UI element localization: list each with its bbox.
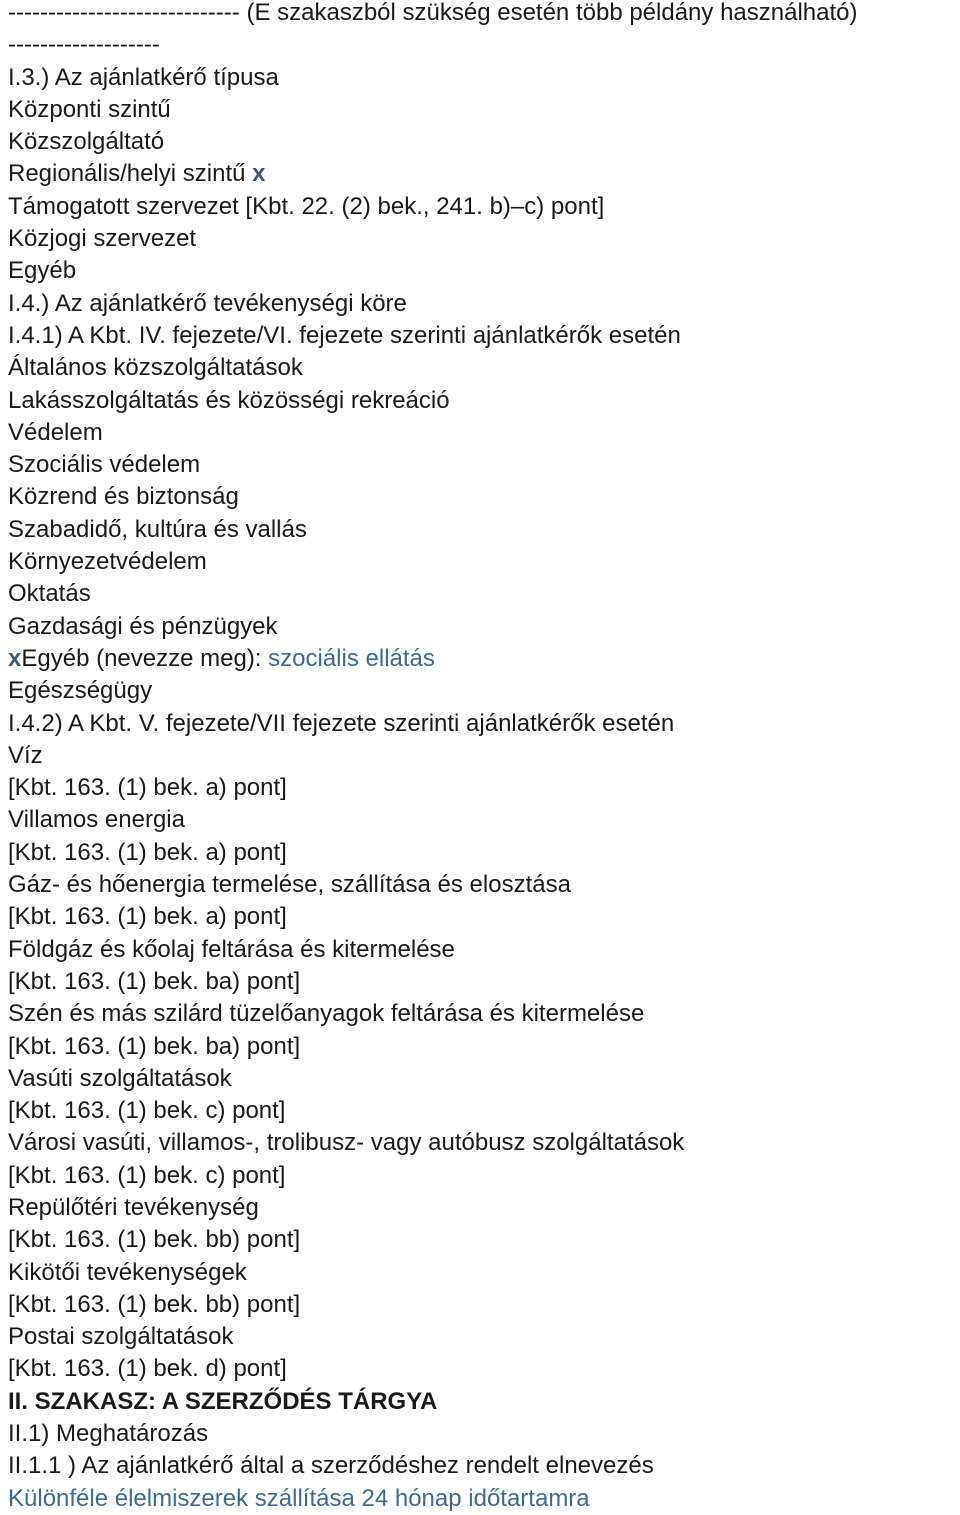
option-supported: Támogatott szervezet [Kbt. 22. (2) bek., 241. b)–c) pont] xyxy=(8,192,605,220)
option-public-law: Közjogi szervezet xyxy=(8,225,197,253)
utility-item: Vasúti szolgáltatások xyxy=(8,1064,232,1092)
utility-item: Villamos energia xyxy=(8,806,185,834)
activity-sub1-heading: I.4.1) A Kbt. IV. fejezete/VI. fejezete szerinti ajánlatkérők esetén xyxy=(8,321,681,349)
separator-dashes-left: ----------------------------- xyxy=(8,0,240,26)
activity-other-value: szociális ellátás xyxy=(268,644,435,672)
option-utility: Közszolgáltató xyxy=(8,128,165,156)
separator-dashes-right: ------------------- xyxy=(8,31,160,59)
activity-item: Lakásszolgáltatás és közösségi rekreáció xyxy=(8,386,450,414)
selected-mark: x xyxy=(8,644,22,672)
activity-item: Környezetvédelem xyxy=(8,548,207,576)
activity-item: Szabadidő, kultúra és vallás xyxy=(8,515,307,543)
utility-item: Szén és más szilárd tüzelőanyagok feltárása és kitermelése xyxy=(8,1000,645,1028)
activity-item-health: Egészségügy xyxy=(8,677,153,705)
utility-reference: [Kbt. 163. (1) bek. c) pont] xyxy=(8,1161,286,1189)
option-regional-label: Regionális/helyi szintű xyxy=(8,160,246,188)
utility-item: Postai szolgáltatások xyxy=(8,1323,234,1351)
section2-heading: II. SZAKASZ: A SZERZŐDÉS TÁRGYA xyxy=(8,1387,438,1415)
utility-item: Repülőtéri tevékenység xyxy=(8,1193,259,1221)
activity-item: Védelem xyxy=(8,418,103,446)
activity-other-row xyxy=(8,643,960,675)
contracting-type-heading: I.3.) Az ajánlatkérő típusa xyxy=(8,63,279,91)
utility-reference: [Kbt. 163. (1) bek. ba) pont] xyxy=(8,967,301,995)
utility-reference: [Kbt. 163. (1) bek. a) pont] xyxy=(8,774,287,802)
utility-item: Víz xyxy=(8,741,43,769)
utility-item: Kikötői tevékenységek xyxy=(8,1258,247,1286)
utility-item: Földgáz és kőolaj feltárása és kitermelése xyxy=(8,935,455,963)
activity-item: Közrend és biztonság xyxy=(8,483,239,511)
section-separator xyxy=(8,0,960,29)
utility-reference: [Kbt. 163. (1) bek. bb) pont] xyxy=(8,1290,301,1318)
utility-item: Gáz- és hőenergia termelése, szállítása és elosztása xyxy=(8,871,571,899)
option-regional xyxy=(8,158,960,190)
section2-sub-heading: II.1) Meghatározás xyxy=(8,1420,209,1448)
utility-reference: [Kbt. 163. (1) bek. bb) pont] xyxy=(8,1226,301,1254)
contract-name-heading: II.1.1 ) Az ajánlatkérő által a szerződéshez rendelt elnevezés xyxy=(8,1452,654,1480)
utility-reference: [Kbt. 163. (1) bek. ba) pont] xyxy=(8,1032,301,1060)
utility-reference: [Kbt. 163. (1) bek. c) pont] xyxy=(8,1097,286,1125)
utility-item: Városi vasúti, villamos-, trolibusz- vagy autóbusz szolgáltatások xyxy=(8,1129,685,1157)
contract-name-value: Különféle élelmiszerek szállítása 24 hónap időtartamra xyxy=(8,1484,590,1512)
option-central: Központi szintű xyxy=(8,95,171,123)
activity-item: Szociális védelem xyxy=(8,451,201,479)
utility-reference: [Kbt. 163. (1) bek. a) pont] xyxy=(8,838,287,866)
activity-item: Általános közszolgáltatások xyxy=(8,354,303,382)
activity-item: Oktatás xyxy=(8,580,91,608)
activity-other-label: Egyéb (nevezze meg): xyxy=(21,644,269,672)
utility-reference: [Kbt. 163. (1) bek. a) pont] xyxy=(8,903,287,931)
activity-item: Gazdasági és pénzügyek xyxy=(8,612,278,640)
activity-heading: I.4.) Az ajánlatkérő tevékenységi köre xyxy=(8,289,407,317)
option-other: Egyéb xyxy=(8,257,77,285)
activity-sub2-heading: I.4.2) A Kbt. V. fejezete/VII fejezete szerinti ajánlatkérők esetén xyxy=(8,709,675,737)
separator-note: (E szakaszból szükség esetén több példány használható) xyxy=(246,0,858,26)
utility-reference: [Kbt. 163. (1) bek. d) pont] xyxy=(8,1355,287,1383)
selected-mark: x xyxy=(252,160,266,188)
